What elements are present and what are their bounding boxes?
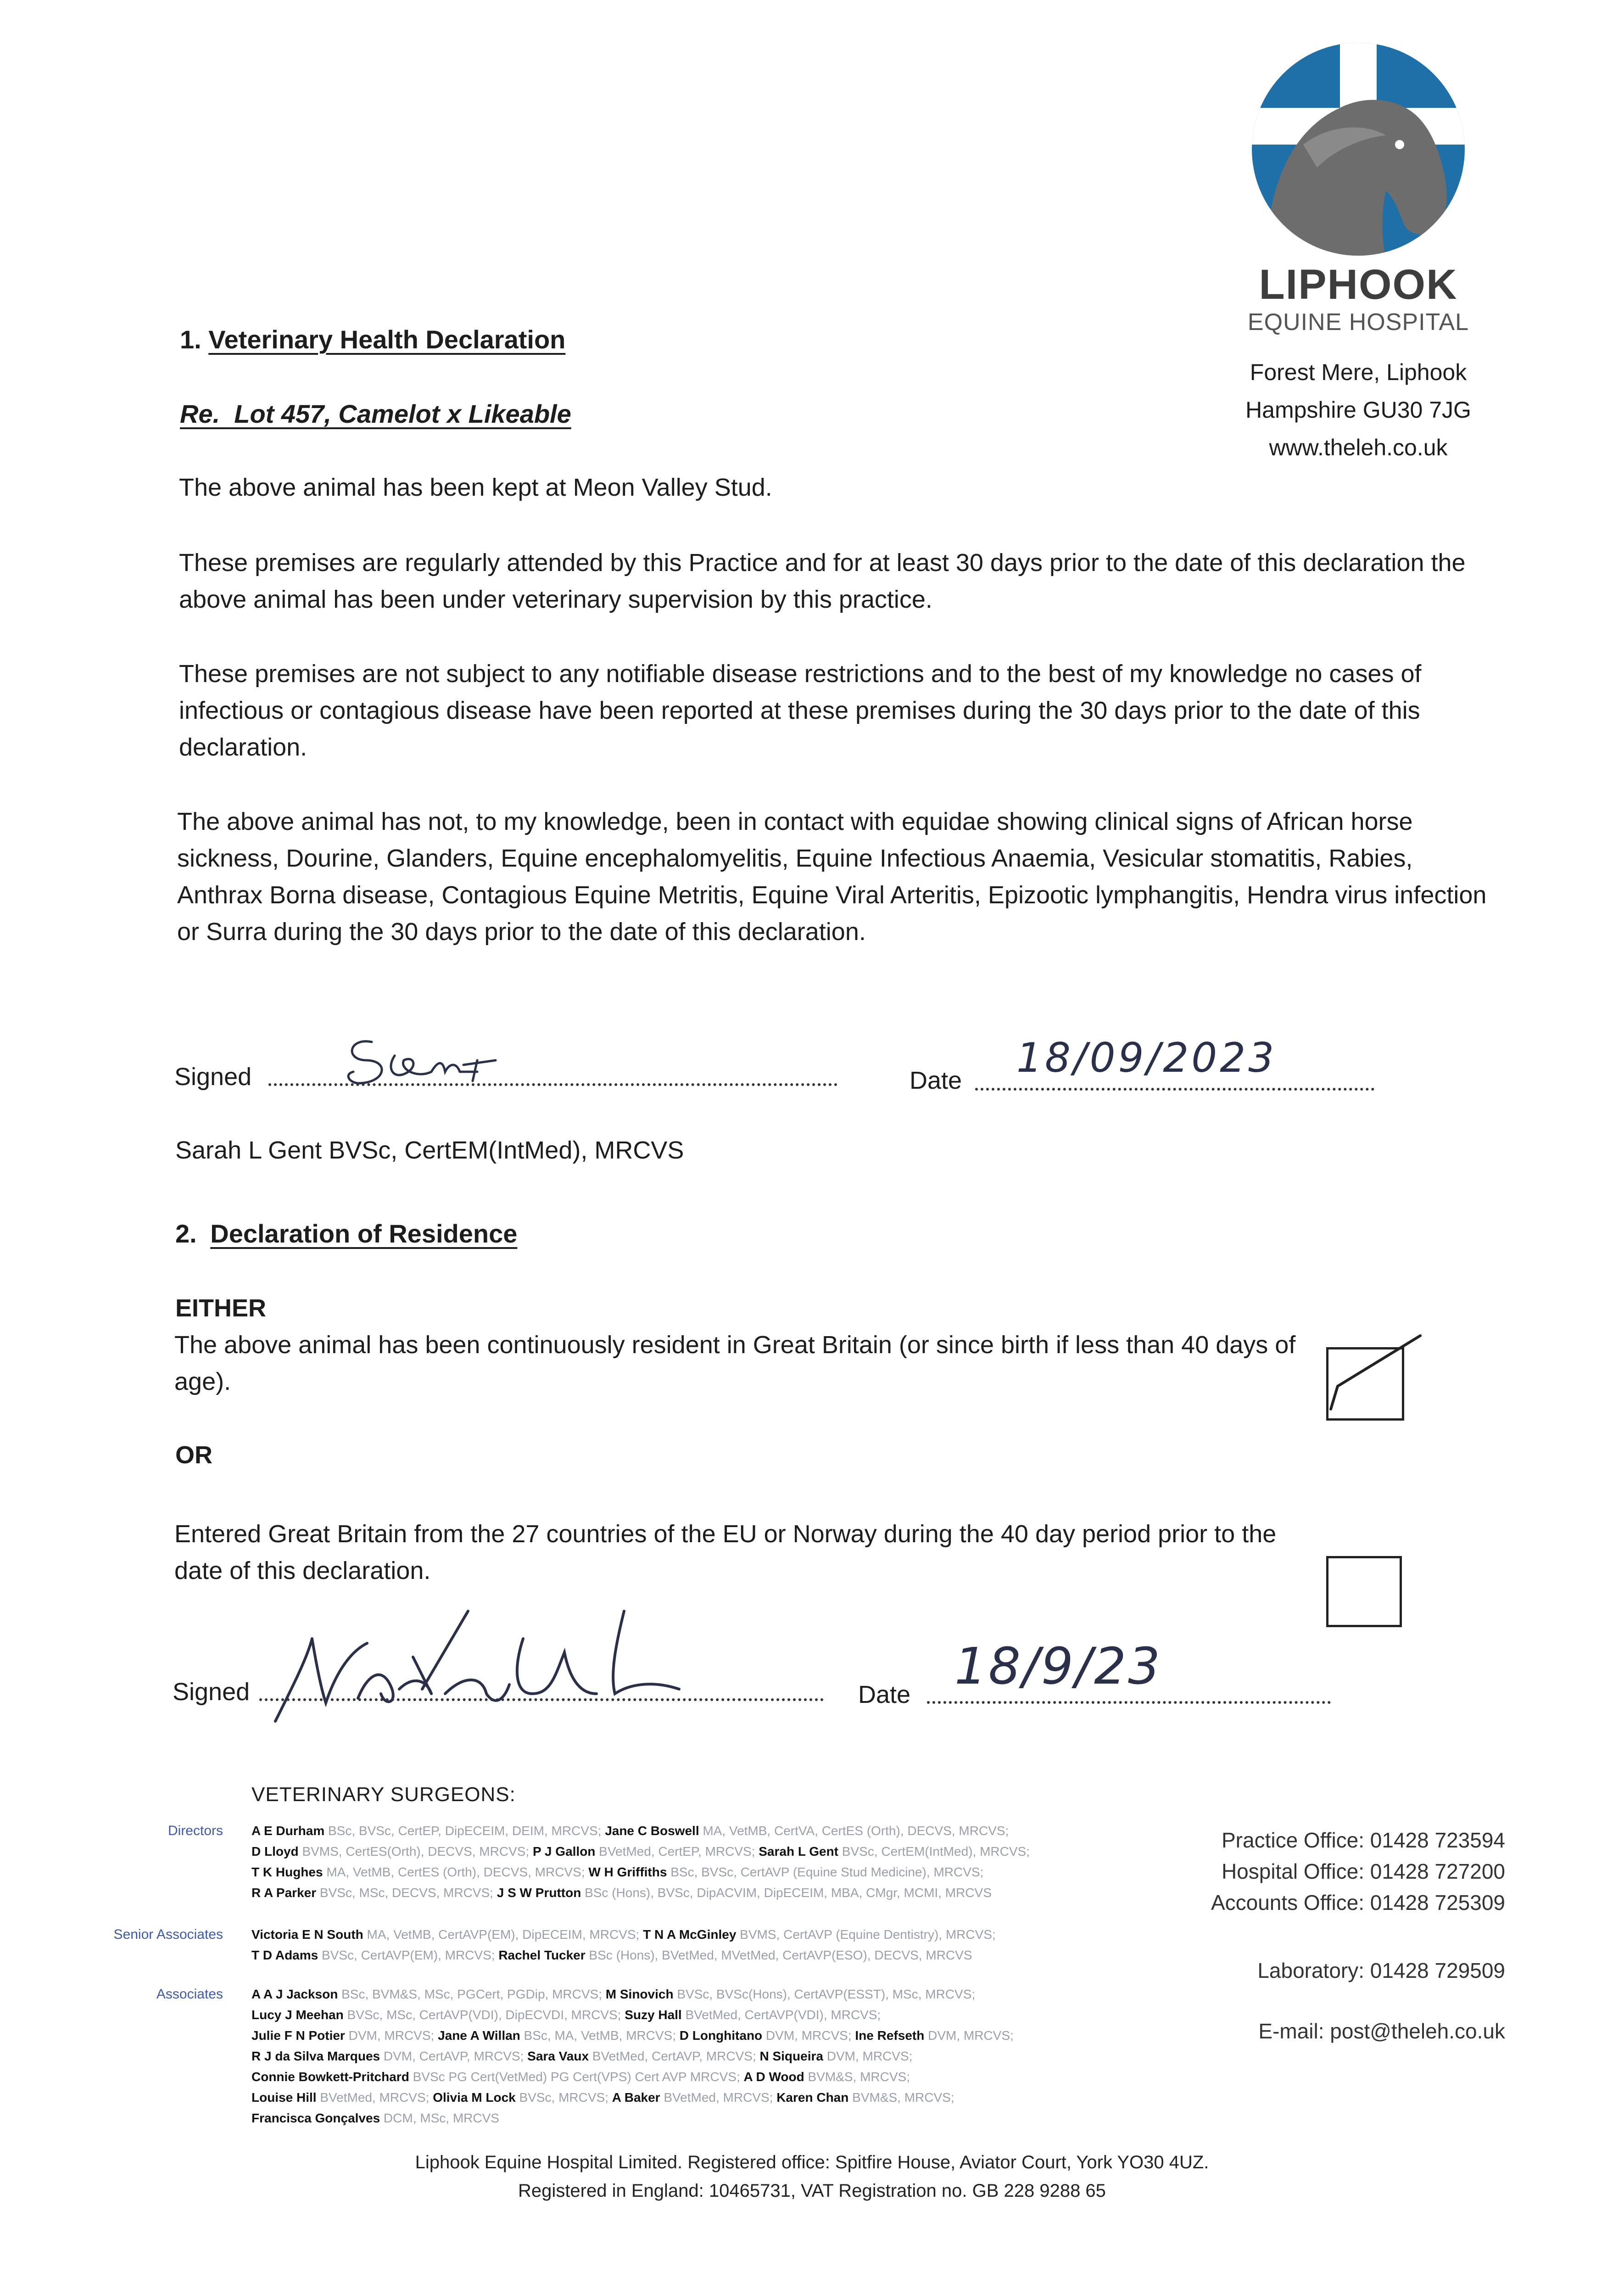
hospital-office-phone: Hospital Office: 01428 727200 (1221, 1859, 1505, 1883)
registered-office: Liphook Equine Hospital Limited. Registered office: Spitfire House, Aviator Court, York YO30 4UZ. (415, 2152, 1209, 2172)
date-label-2: Date (858, 1681, 911, 1708)
disease-restriction-statement: These premises are not subject to any notifiable disease restrictions and to the best of my knowledge no cases of infectious or contagious disease have been reported at these premises during the 30 days prior to the date of this declaration. (179, 660, 1422, 761)
staff-qualifications: BVM&S, MRCVS; (804, 2070, 910, 2084)
veterinary-surgeons-title: VETERINARY SURGEONS: (251, 1783, 516, 1806)
staff-qualifications: BSc (Hons), BVSc, DipACVIM, DipECEIM, MBA, CMgr, MCMI, MRCVS (581, 1886, 992, 1900)
staff-name: R J da Silva Marques (251, 2049, 380, 2063)
staff-name: Victoria E N South (251, 1927, 363, 1942)
contact-numbers (1156, 1825, 1505, 2047)
staff-name: N Siqueira (759, 2049, 823, 2063)
staff-line (251, 1820, 1192, 1841)
staff-qualifications: BVetMed, CertAVP, MRCVS; (589, 2049, 760, 2063)
staff-qualifications: BVetMed, MRCVS; (316, 2090, 433, 2105)
staff-qualifications: BSc, BVSc, CertEP, DipECEIM, DEIM, MRCVS; (324, 1824, 605, 1838)
staff-name: Rachel Tucker (498, 1948, 586, 1962)
handwritten-signature-1 (340, 1028, 514, 1097)
lot-reference: Re. Lot 457, Camelot x Likeable (180, 399, 571, 428)
staff-name: Jane A Willan (438, 2028, 520, 2043)
staff-name: Sara Vaux (527, 2049, 589, 2063)
registration-info (0, 2148, 1624, 2205)
handwritten-date-2: 18/9/23 (954, 1637, 1162, 1696)
kept-statement: The above animal has been kept at Meon Valley Stud. (179, 474, 772, 501)
section-1-title: Veterinary Health Declaration (208, 325, 566, 354)
staff-qualifications: BSc, BVSc, CertAVP (Equine Stud Medicine), MRCVS; (667, 1865, 984, 1879)
staff-line (251, 1945, 1192, 1965)
date-label-1: Date (910, 1067, 962, 1094)
residence-option-1-checkbox[interactable] (1326, 1347, 1404, 1421)
staff-qualifications: BVMS, CertAVP (Equine Dentistry), MRCVS; (736, 1927, 996, 1942)
staff-line (251, 2004, 1192, 2025)
staff-qualifications: BSc, BVM&S, MSc, PGCert, PGDip, MRCVS; (338, 1987, 606, 2001)
staff-name: T K Hughes (251, 1865, 323, 1879)
staff-qualifications: BVSc, CertAVP(EM), MRCVS; (318, 1948, 499, 1962)
staff-name: R A Parker (251, 1886, 317, 1900)
associates-list (251, 1984, 1192, 2128)
accounts-office-phone: Accounts Office: 01428 725309 (1211, 1891, 1505, 1914)
residence-option-2: Entered Great Britain from the 27 countries of the EU or Norway during the 40 day period prior to the date of this declaration. (174, 1520, 1277, 1584)
staff-name: P J Gallon (532, 1844, 596, 1858)
staff-name: A A J Jackson (251, 1987, 338, 2001)
staff-line (251, 1924, 1192, 1945)
laboratory-phone: Laboratory: 01428 729509 (1257, 1959, 1505, 1982)
date-line-1 (975, 1088, 1374, 1091)
supervision-statement: These premises are regularly attended by this Practice and for at least 30 days prior to the date of this declaration the above animal has been under veterinary supervision by this practice. (179, 549, 1466, 613)
logo-subtitle: EQUINE HOSPITAL (1247, 309, 1469, 336)
staff-qualifications: BVM&S, MRCVS; (848, 2090, 954, 2105)
staff-qualifications: BVetMed, CertAVP(VDI), MRCVS; (681, 2008, 881, 2022)
staff-name: Julie F N Potier (251, 2028, 345, 2043)
residence-option-2-checkbox[interactable] (1326, 1556, 1402, 1627)
staff-line (251, 1862, 1192, 1882)
staff-qualifications: MA, VetMB, CertES (Orth), DECVS, MRCVS; (323, 1865, 589, 1879)
staff-name: D Longhitano (679, 2028, 763, 2043)
staff-qualifications: MA, VetMB, CertVA, CertES (Orth), DECVS, MRCVS; (699, 1824, 1009, 1838)
staff-name: Ine Refseth (855, 2028, 925, 2043)
check-tick-icon (1326, 1331, 1423, 1414)
staff-name: Francisca Gonçalves (251, 2111, 380, 2125)
date-line-2 (927, 1701, 1331, 1704)
staff-name: Jane C Boswell (605, 1824, 699, 1838)
address-line-1: Forest Mere, Liphook (1250, 359, 1467, 385)
staff-qualifications: DCM, MSc, MRCVS (380, 2111, 499, 2125)
staff-name: A E Durham (251, 1824, 325, 1838)
address-website: www.theleh.co.uk (1269, 435, 1448, 460)
staff-qualifications: BVetMed, CertEP, MRCVS; (595, 1844, 759, 1858)
staff-qualifications: BVSc, MSc, DECVS, MRCVS; (316, 1886, 497, 1900)
staff-qualifications: DVM, MRCVS; (345, 2028, 438, 2043)
staff-qualifications: DVM, MRCVS; (823, 2049, 913, 2063)
staff-name: Lucy J Meehan (251, 2008, 344, 2022)
staff-qualifications: DVM, MRCVS; (762, 2028, 855, 2043)
horse-cross-logo-icon (1248, 39, 1468, 259)
section-2-heading (175, 1215, 517, 1252)
practice-office-phone: Practice Office: 01428 723594 (1221, 1828, 1505, 1852)
staff-name: Louise Hill (251, 2090, 317, 2105)
contact-statement: The above animal has not, to my knowledge, been in contact with equidae showing clinical signs of African horse sickness, Dourine, Glanders, Equine encephalomyelitis, Equine Infectious Anaemia, Vesicular stomatitis, Rabies, Anthrax Borna disease, Contagious Equine Metritis, Equine Viral Arteritis, Epizootic lymphangitis, Hendra virus infection or Surra during the 30 days prior to the date of this declaration. (177, 808, 1487, 946)
staff-line (251, 2066, 1192, 2087)
staff-line (251, 2046, 1192, 2066)
email-address: E-mail: post@theleh.co.uk (1258, 2019, 1505, 2043)
staff-line (251, 2025, 1192, 2046)
handwritten-date-1: 18/09/2023 (1016, 1034, 1277, 1081)
staff-qualifications: BSc (Hons), BVetMed, MVetMed, CertAVP(ESO), DECVS, MRCVS (585, 1948, 972, 1962)
staff-name: M Sinovich (605, 1987, 674, 2001)
hospital-address (1211, 353, 1505, 466)
signatory-name: Sarah L Gent BVSc, CertEM(IntMed), MRCVS (175, 1136, 684, 1164)
directors-list (251, 1820, 1192, 1903)
associates-label: Associates (156, 1987, 223, 2002)
staff-name: J S W Prutton (497, 1886, 581, 1900)
staff-line (251, 2087, 1192, 2108)
residence-option-1: The above animal has been continuously resident in Great Britain (or since birth if less than 40 days of age). (174, 1331, 1296, 1395)
staff-name: T D Adams (251, 1948, 318, 1962)
liphook-logo (1248, 39, 1468, 259)
or-label: OR (175, 1441, 212, 1469)
staff-qualifications: BVSc, CertEM(IntMed), MRCVS; (838, 1844, 1030, 1858)
staff-name: Sarah L Gent (759, 1844, 839, 1858)
staff-name: Suzy Hall (625, 2008, 682, 2022)
section-1-number: 1. (180, 325, 201, 354)
staff-qualifications: BVSc, BVSc(Hons), CertAVP(ESST), MSc, MRCVS; (673, 1987, 976, 2001)
staff-line (251, 1841, 1192, 1862)
section-2-number: 2. (175, 1219, 197, 1248)
staff-name: A Baker (612, 2090, 660, 2105)
staff-qualifications: MA, VetMB, CertAVP(EM), DipECEIM, MRCVS; (363, 1927, 643, 1942)
logo-wordmark: LIPHOOK (1259, 261, 1458, 308)
address-line-2: Hampshire GU30 7JG (1245, 397, 1471, 423)
staff-name: A D Wood (743, 2070, 804, 2084)
staff-qualifications: BSc, MA, VetMB, MRCVS; (520, 2028, 680, 2043)
senior-associates-list (251, 1924, 1192, 1965)
staff-qualifications: BVSc PG Cert(VetMed) PG Cert(VPS) Cert AVP MRCVS; (409, 2070, 744, 2084)
section-2-title: Declaration of Residence (210, 1219, 518, 1248)
staff-name: W H Griffiths (588, 1865, 667, 1879)
senior-associates-label: Senior Associates (113, 1927, 223, 1942)
either-label: EITHER (175, 1294, 267, 1322)
staff-line (251, 2108, 1192, 2128)
staff-name: Karen Chan (776, 2090, 849, 2105)
staff-qualifications: BVMS, CertES(Orth), DECVS, MRCVS; (298, 1844, 533, 1858)
staff-line (251, 1984, 1192, 2004)
staff-qualifications: BVetMed, MRCVS; (660, 2090, 777, 2105)
staff-name: Connie Bowkett-Pritchard (251, 2070, 409, 2084)
signed-label-1: Signed (174, 1063, 252, 1091)
staff-qualifications: DVM, CertAVP, MRCVS; (380, 2049, 528, 2063)
staff-qualifications: DVM, MRCVS; (924, 2028, 1014, 2043)
handwritten-signature-2 (248, 1584, 753, 1730)
section-1-heading (180, 321, 565, 358)
staff-line (251, 1882, 1192, 1903)
staff-name: Olivia M Lock (433, 2090, 516, 2105)
staff-qualifications: BVSc, MRCVS; (515, 2090, 612, 2105)
registration-numbers: Registered in England: 10465731, VAT Registration no. GB 228 9288 65 (518, 2181, 1106, 2201)
staff-name: T N A McGinley (643, 1927, 737, 1942)
directors-label: Directors (167, 1823, 223, 1838)
signed-label-2: Signed (173, 1678, 250, 1706)
staff-name: D Lloyd (251, 1844, 299, 1858)
staff-qualifications: BVSc, MSc, CertAVP(VDI), DipECVDI, MRCVS; (343, 2008, 625, 2022)
